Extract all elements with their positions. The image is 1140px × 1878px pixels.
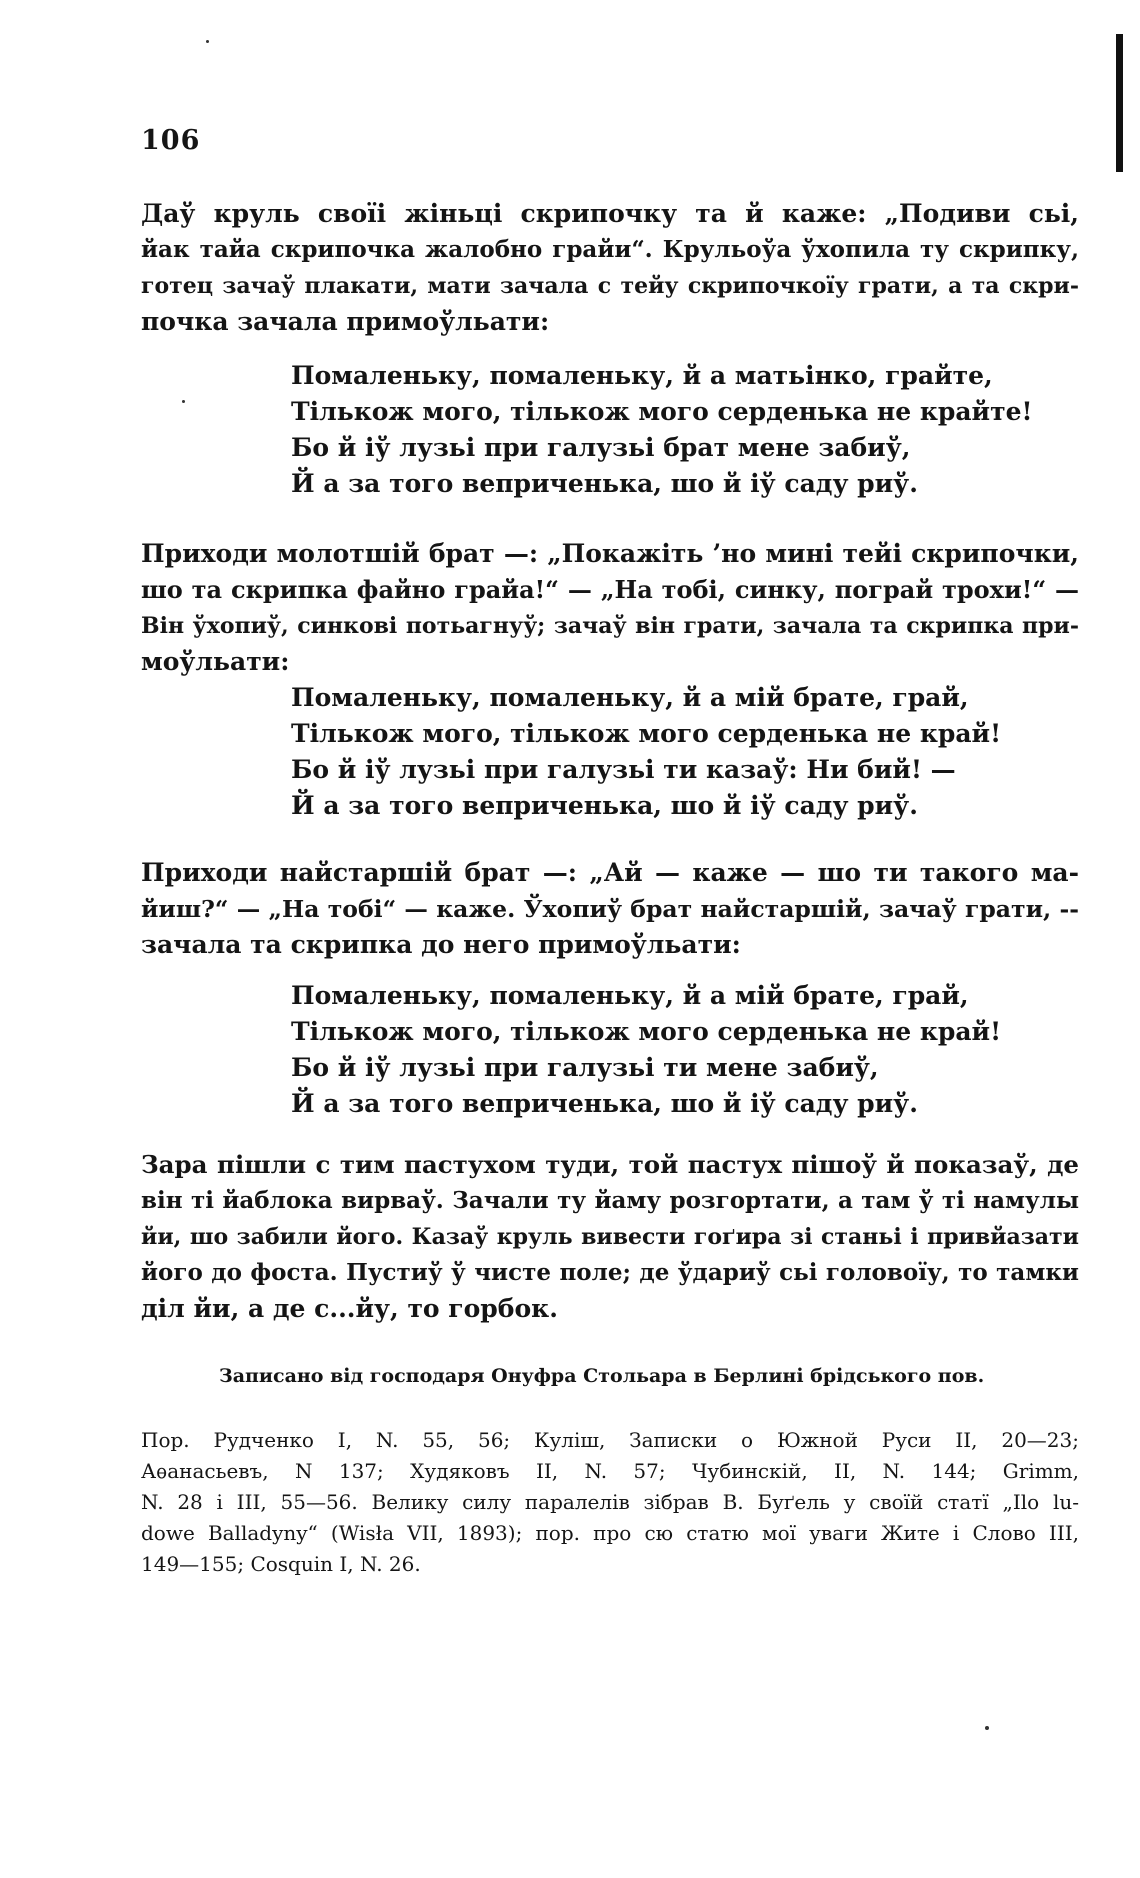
- paragraph-1: [141, 196, 1079, 340]
- print-speck: [985, 1726, 989, 1730]
- song-stanza-2: [291, 680, 1001, 824]
- reference-line: N. 28 і III, 55—56. Велику силу паралелів зібрав В. Буґель у своїй статї „Ilo lu-: [141, 1490, 1079, 1514]
- paragraph-4: [141, 1147, 1079, 1327]
- verse-line: Тількож мого, тількож мого серденька не край!: [291, 1017, 1002, 1046]
- page-edge-mark: [1116, 34, 1123, 172]
- text-line: йак тайа скрипочка жалобно грайи“. Крульоўа ўхопила ту скрипку,: [141, 236, 1079, 263]
- recording-attribution: Записано від господаря Онуфра Стольара в Берлині брідського пов.: [219, 1365, 985, 1387]
- song-stanza-3: [291, 978, 1001, 1122]
- verse-line: Бо й іў лузьі при галузьі ти казаў: Ни бий! —: [291, 755, 956, 784]
- reference-line: dowe Balladyny“ (Wisła VII, 1893); пор. про сю статю мої уваги Жите і Слово III,: [141, 1521, 1079, 1545]
- song-stanza-1: [291, 358, 1032, 502]
- text-line: йиш?“ — „На тобі“ — каже. Ўхопиў брат найстаршій, зачаў грати, --: [141, 895, 1079, 923]
- verse-line: Тількож мого, тількож мого серденька не крайте!: [291, 397, 1033, 426]
- verse-line: Бо й іў лузьі при галузьі ти мене забиў,: [291, 1053, 879, 1082]
- text-line: Зара пішли с тим пастухом туди, той пастух пішоў й показаў, де: [141, 1150, 1079, 1179]
- text-line: його до фоста. Пустиў ў чисте поле; де ўдариў сьі головоїу, то тамки: [141, 1259, 1079, 1286]
- text-line: йи, шо забили його. Казаў круль вивести гоґира зі станьі і привйазати: [141, 1224, 1079, 1250]
- paragraph-3: [141, 855, 1079, 963]
- verse-line: Помаленьку, помаленьку, й а мій брате, грай,: [291, 981, 969, 1010]
- verse-line: Й а за того веприченька, шо й іў саду риў.: [291, 469, 918, 498]
- verse-line: Бо й іў лузьі при галузьі брат мене забиў,: [291, 433, 911, 462]
- text-line: шо та скрипка файно грайа!“ — „На тобі, синку, пограй трохи!“ —: [141, 575, 1079, 604]
- text-line: Даў круль своїі жіньці скрипочку та й каже: „Подиви сьі,: [141, 199, 1079, 228]
- text-line: почка зачала примоўльати:: [141, 307, 550, 336]
- reference-line: Аѳанасьевъ, N 137; Худяковъ II, N. 57; Чубинскій, II, N. 144; Grimm,: [141, 1459, 1079, 1483]
- verse-line: Й а за того веприченька, шо й іў саду риў.: [291, 791, 918, 820]
- verse-line: Й а за того веприченька, шо й іў саду риў.: [291, 1089, 918, 1118]
- verse-line: Помаленьку, помаленьку, й а мій брате, грай,: [291, 683, 969, 712]
- reference-line: Пор. Рудченко I, N. 55, 56; Куліш, Записки о Южной Руси II, 20—23;: [141, 1428, 1079, 1452]
- page-number: 106: [141, 125, 201, 156]
- text-line: моўльати:: [141, 647, 290, 676]
- print-speck: [206, 40, 209, 43]
- text-line: готец зачаў плакати, мати зачала с тейу скрипочкоїу грати, а та скри-: [141, 273, 1079, 299]
- text-line: діл йи, а де с...йу, то горбок.: [141, 1294, 558, 1323]
- paragraph-2: [141, 536, 1079, 680]
- verse-line: Помаленьку, помаленьку, й а матьінко, грайте,: [291, 361, 993, 390]
- references-note: [141, 1425, 1079, 1580]
- text-line: Приходи найстаршій брат —: „Ай — каже — шо ти такого ма-: [141, 858, 1079, 887]
- verse-line: Тількож мого, тількож мого серденька не край!: [291, 719, 1002, 748]
- text-line: він ті йаблока вирваў. Зачали ту йаму розгортати, а там ў ті намулы: [141, 1187, 1079, 1214]
- text-line: Він ўхопиў, синкові потьагнуў; зачаў він грати, зачала та скрипка при-: [141, 613, 1079, 639]
- text-line: Приходи молотшій брат —: „Покажіть ’но мині тейі скрипочки,: [141, 539, 1079, 568]
- print-speck: [182, 400, 185, 403]
- text-line: зачала та скрипка до него примоўльати:: [141, 930, 741, 959]
- reference-line: 149—155; Cosquin I, N. 26.: [141, 1552, 421, 1576]
